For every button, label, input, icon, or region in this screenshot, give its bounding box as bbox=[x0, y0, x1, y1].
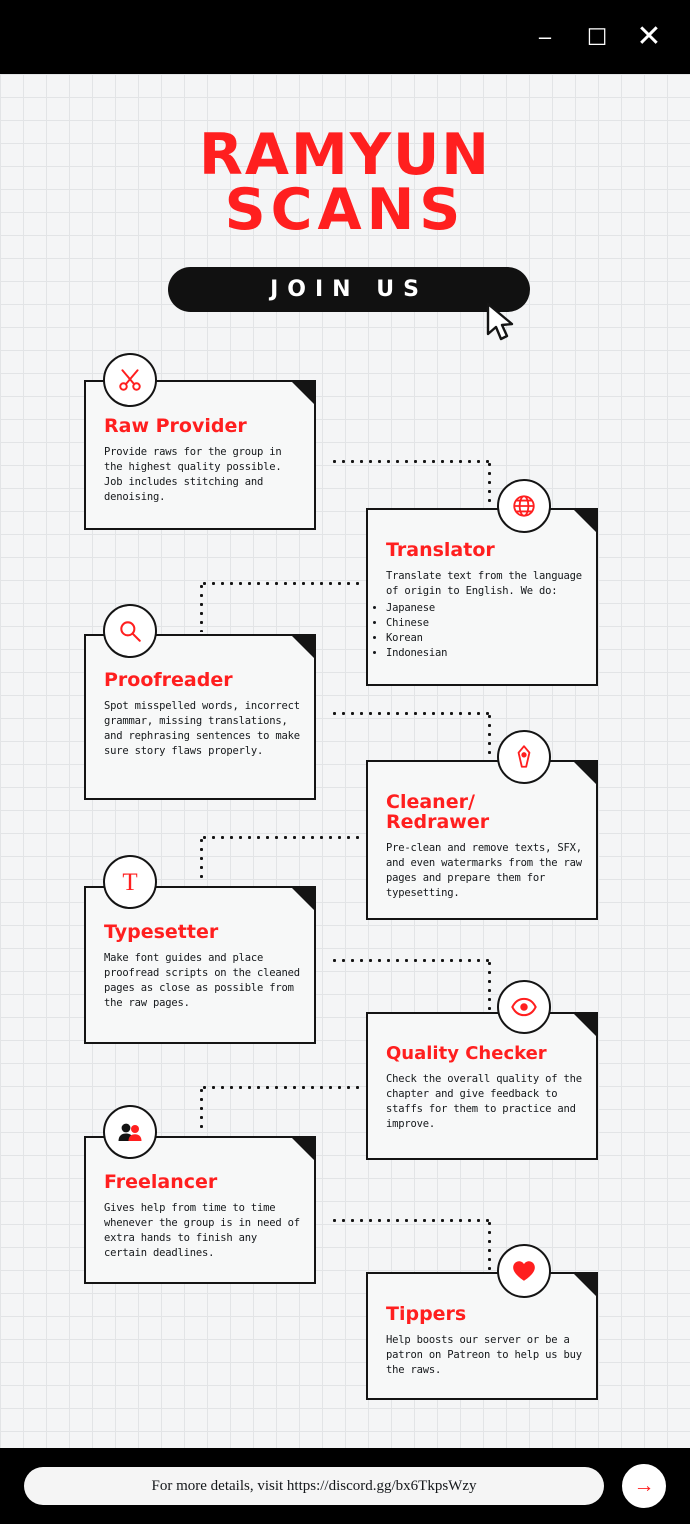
role-body: Provide raws for the group in the highest quality possible. Job includes stitching and denoising. bbox=[104, 446, 282, 503]
role-bullet: • Japanese bbox=[386, 601, 582, 616]
role-title: Tippers bbox=[386, 1303, 467, 1325]
minimize-button[interactable]: – bbox=[538, 24, 552, 49]
join-us-button[interactable]: JOIN US bbox=[168, 267, 530, 312]
role-card-cleaner-redrawer[interactable] bbox=[366, 760, 598, 920]
role-title: Proofreader bbox=[104, 669, 233, 691]
role-card-proofreader[interactable] bbox=[84, 634, 316, 800]
magnifier-icon bbox=[103, 604, 157, 658]
role-body: Gives help from time to time whenever the group is in need of extra hands to finish any certain deadlines. bbox=[104, 1202, 300, 1259]
people-icon bbox=[103, 1105, 157, 1159]
letter-t-icon: T bbox=[103, 855, 157, 909]
connector-5 bbox=[330, 959, 490, 962]
connector-7b bbox=[488, 1219, 491, 1277]
connector-6b bbox=[200, 1086, 203, 1134]
mouse-cursor-icon bbox=[484, 302, 518, 344]
role-body: Check the overall quality of the chapter and give feedback to staffs for them to practice and improve. bbox=[386, 1073, 582, 1130]
connector-4b bbox=[200, 836, 203, 884]
poster-canvas bbox=[0, 74, 690, 1448]
role-bullet: • Korean bbox=[386, 631, 582, 646]
role-title: Typesetter bbox=[104, 921, 219, 943]
role-body: Pre-clean and remove texts, SFX, and even watermarks from the raw pages and prepare them for typesetting. bbox=[386, 842, 582, 899]
scissors-icon bbox=[103, 353, 157, 407]
close-button[interactable]: ✕ bbox=[636, 20, 662, 53]
brand-line-1: RAMYUN bbox=[199, 122, 491, 188]
role-title: Cleaner/ Redrawer bbox=[386, 791, 490, 834]
role-body: Translate text from the language of origin to English. We do: bbox=[386, 570, 582, 598]
role-bullet: • Indonesian bbox=[386, 646, 582, 661]
connector-7 bbox=[330, 1219, 490, 1222]
next-arrow-icon[interactable]: → bbox=[622, 1464, 666, 1508]
role-title: Freelancer bbox=[104, 1171, 218, 1193]
discord-link-pill[interactable]: For more details, visit https://discord.gg/bx6TkpsWzy bbox=[24, 1467, 604, 1505]
role-bullet: • Chinese bbox=[386, 616, 582, 631]
role-body: Make font guides and place proofread scripts on the cleaned pages as close as possible from the raw pages. bbox=[104, 952, 300, 1009]
role-body: Help boosts our server or be a patron on Patreon to help us buy the raws. bbox=[386, 1334, 582, 1376]
role-card-typesetter[interactable] bbox=[84, 886, 316, 1044]
connector-6 bbox=[200, 1086, 360, 1089]
connector-2 bbox=[200, 582, 360, 585]
connector-1 bbox=[330, 460, 490, 463]
role-card-tippers[interactable] bbox=[366, 1272, 598, 1400]
heart-icon bbox=[497, 1244, 551, 1298]
role-title: Translator bbox=[386, 539, 495, 561]
connector-3 bbox=[330, 712, 490, 715]
pen-nib-icon bbox=[497, 730, 551, 784]
connector-2b bbox=[200, 582, 203, 632]
eye-icon bbox=[497, 980, 551, 1034]
role-card-quality-checker[interactable] bbox=[366, 1012, 598, 1160]
connector-4 bbox=[200, 836, 360, 839]
brand-line-2: SCANS bbox=[224, 176, 466, 243]
role-card-freelancer[interactable] bbox=[84, 1136, 316, 1284]
globe-icon bbox=[497, 479, 551, 533]
role-card-translator[interactable] bbox=[366, 508, 598, 686]
role-title: Quality Checker bbox=[386, 1043, 547, 1064]
window-titlebar bbox=[0, 0, 690, 74]
role-body: Spot misspelled words, incorrect grammar, missing translations, and rephrasing sentences to make sure story flaws properly. bbox=[104, 700, 300, 757]
role-title: Raw Provider bbox=[104, 415, 247, 437]
maximize-button[interactable]: ☐ bbox=[586, 23, 608, 50]
page-title bbox=[0, 122, 690, 243]
connector-5b bbox=[488, 959, 491, 1017]
footer-bar bbox=[0, 1448, 690, 1524]
